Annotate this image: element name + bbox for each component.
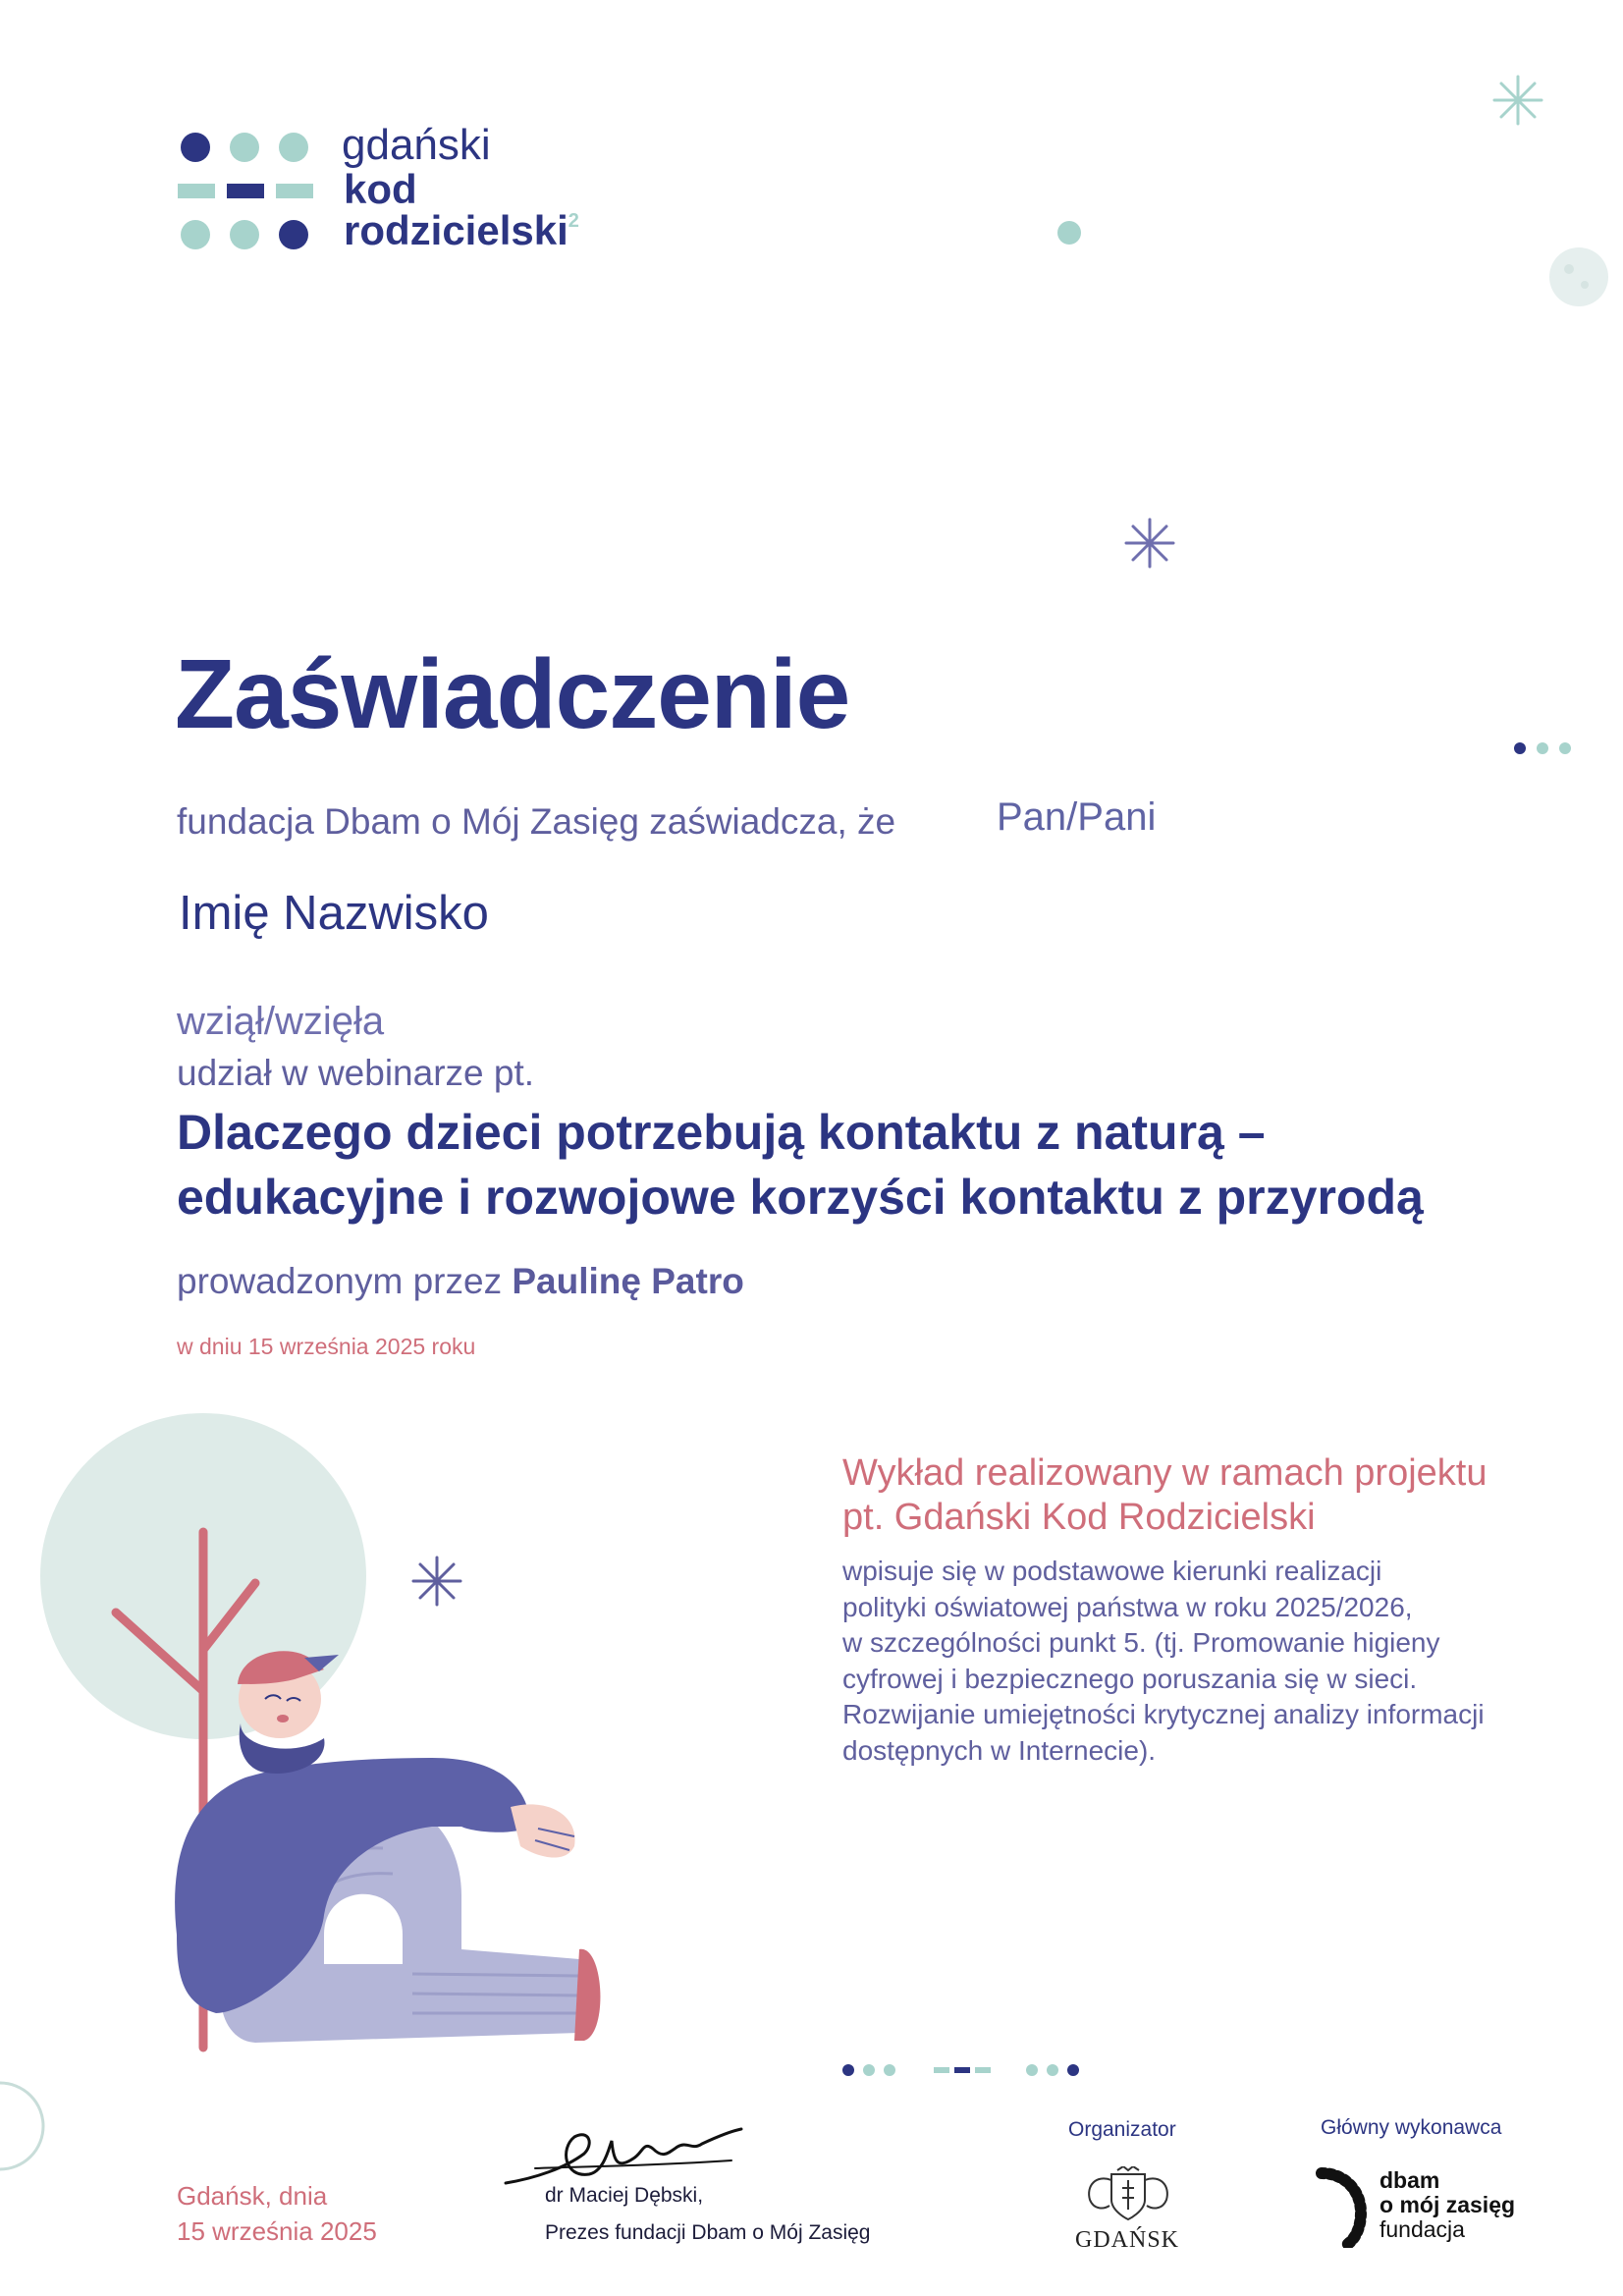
logo-text-rodzicielski: rodzicielski — [344, 207, 568, 253]
project-heading-line1: Wykład realizowany w ramach projektu — [842, 1452, 1488, 1494]
project-heading-line2: pt. Gdański Kod Rodzicielski — [842, 1497, 1316, 1538]
contractor-line1: dbam — [1380, 2167, 1440, 2193]
webinar-title-line1: Dlaczego dzieci potrzebują kontaktu z naturą – — [177, 1105, 1266, 1160]
sparkle-violet-icon — [1122, 516, 1177, 571]
participation-text: udział w webinarze pt. — [177, 1053, 535, 1093]
contractor-name — [1380, 2168, 1515, 2242]
project-body-line: dostępnych w Internecie). — [842, 1734, 1157, 1766]
project-heading — [842, 1451, 1589, 1540]
page-title: Zaświadczenie — [175, 639, 850, 749]
project-body-line: Rozwijanie umiejętności krytycznej analizy informacji — [842, 1699, 1485, 1729]
webinar-title-line2: edukacyjne i rozwojowe korzyści kontaktu z przyrodą — [177, 1170, 1424, 1225]
project-body — [842, 1554, 1589, 1769]
organizer-label: Organizator — [1068, 2118, 1176, 2141]
took-text: wziął/wzięła — [177, 1000, 385, 1043]
logo-text-line3 — [344, 207, 579, 253]
contractor-line3: fundacja — [1380, 2216, 1465, 2242]
organizer-name: GDAŃSK — [1075, 2227, 1180, 2253]
moon-icon — [1547, 246, 1610, 308]
contractor-line2: o mój zasięg — [1380, 2192, 1516, 2217]
logo-text-line2: kod — [344, 166, 417, 212]
dot-mint-icon — [1055, 219, 1083, 246]
project-body-line: wpisuje się w podstawowe kierunki realizacji — [842, 1556, 1382, 1586]
dbam-logo-icon — [1316, 2165, 1369, 2248]
logo-text-line1: gdański — [342, 121, 491, 169]
edge-circle-icon — [0, 2072, 49, 2180]
logo-mark-icon — [175, 128, 322, 255]
date-line: w dniu 15 września 2025 roku — [177, 1334, 476, 1359]
decorative-divider-icon — [839, 2060, 1085, 2080]
led-by — [177, 1261, 744, 1302]
recipient-name: Imię Nazwisko — [179, 887, 489, 940]
signatory-role: Prezes fundacji Dbam o Mój Zasięg — [545, 2221, 871, 2244]
project-body-line: polityki oświatowej państwa w roku 2025/2026, — [842, 1591, 1413, 1622]
signatory-name: dr Maciej Dębski, — [545, 2184, 704, 2207]
salutation: Pan/Pani — [997, 795, 1157, 839]
gdansk-crest-icon — [1078, 2166, 1178, 2225]
project-body-line: w szczególności punkt 5. (tj. Promowanie higieny — [842, 1627, 1440, 1658]
led-by-prefix: prowadzonym przez — [177, 1261, 503, 1301]
led-by-name: Paulinę Patro — [512, 1261, 744, 1301]
webinar-title — [177, 1100, 1571, 1230]
place-date — [177, 2178, 377, 2249]
illustration-person-tree-icon — [0, 1385, 668, 2072]
project-body-line: cyfrowej i bezpiecznego poruszania się w sieci. — [842, 1663, 1418, 1694]
dots-trio-icon — [1512, 738, 1575, 758]
contractor-label: Główny wykonawca — [1321, 2116, 1502, 2139]
place-line: Gdańsk, dnia — [177, 2181, 328, 2211]
project-block — [842, 1451, 1589, 1769]
date-line-footer: 15 września 2025 — [177, 2216, 377, 2246]
sparkle-mint-icon — [1490, 73, 1545, 128]
logo-superscript: 2 — [568, 210, 579, 232]
intro-text: fundacja Dbam o Mój Zasięg zaświadcza, że — [177, 801, 896, 842]
